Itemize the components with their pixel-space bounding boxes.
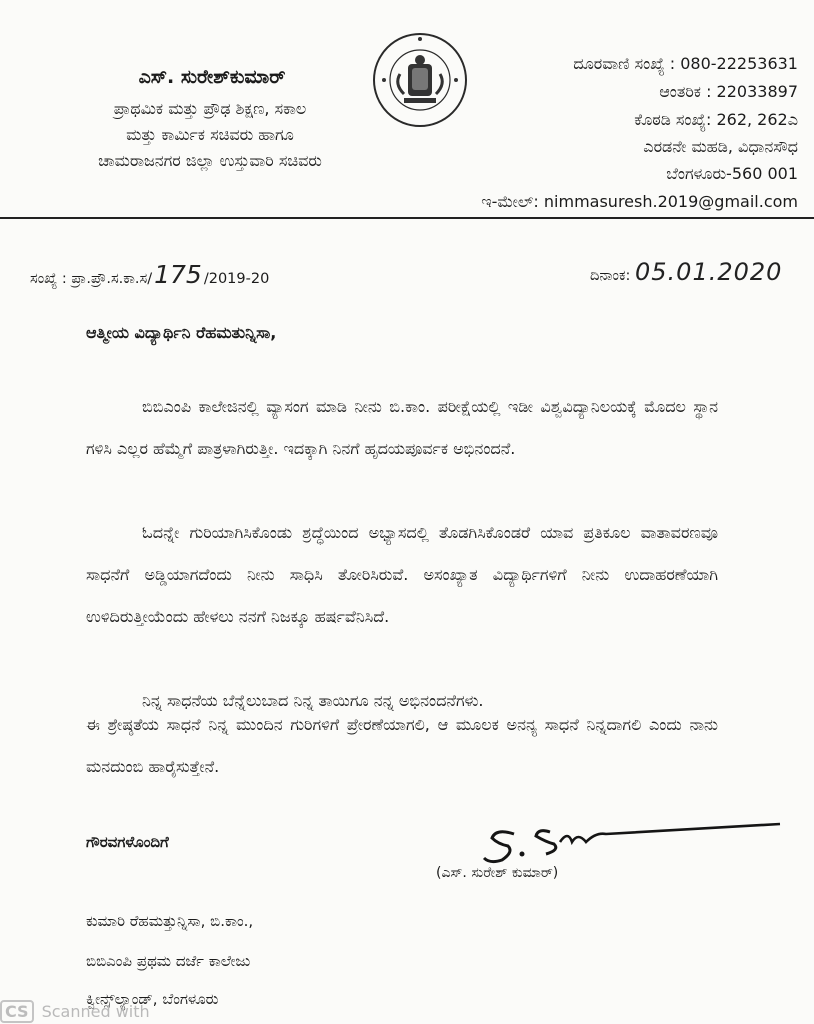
letter-paragraph-4: ಈ ಶ್ರೇಷ್ಠತೆಯ ಸಾಧನೆ ನಿನ್ನ ಮುಂದಿನ ಗುರಿಗಳಿಗೆ ಪ್ರೇರಣೆಯಾಗಲಿ, ಆ ಮೂಲಕ ಅನನ್ಯ ಸಾಧನೆ ನಿನ್ನದಾಗಲಿ ಎಂದು ನಾನು ಮನದುಂಬಿ ಹಾರೈಸುತ್ತೇನೆ. [86,715,718,776]
recipient-line: ಕ್ವೀನ್ಸ್‌ಲ್ಯಾಂಡ್, ಬೆಂಗಳೂರು [86,990,219,1008]
recipient-line: ಬಿಬಿಎಂಪಿ ಪ್ರಥಮ ದರ್ಜೆ ಕಾಲೇಜು [86,952,251,970]
letter-paragraph-2: ಓದನ್ನೇ ಗುರಿಯಾಗಿಸಿಕೊಂಡು ಶ್ರದ್ಧೆಯಿಂದ ಅಭ್ಯಾಸದಲ್ಲಿ ತೊಡಗಿಸಿಕೊಂಡರೆ ಯಾವ ಪ್ರತಿಕೂಲ ವಾತಾವರಣವೂ ಸಾಧನೆಗೆ ಅಡ್ಡಿಯಾಗದೆಂದು ನೀನು ಸಾಧಿಸಿ ತೋರಿಸಿರುವೆ. ಅಸಂಖ್ಯಾತ ವಿದ್ಯಾರ್ಥಿಗಳಿಗೆ ನೀನು ಉದಾಹರಣೆಯಾಗಿ ಉಳಿದಿರುತ್ತೀಯೆಂದು ಹೇಳಲು ನನಗೆ ನಿಜಕ್ಕೂ ಹರ್ಷವೆನಿಸಿದೆ. [86,523,718,626]
reference-handwritten-number: 175 [154,260,202,289]
minister-title-line: ಮತ್ತು ಕಾರ್ಮಿಕ ಸಚಿವರು ಹಾಗೂ [126,125,294,144]
reference-prefix: ಸಂಖ್ಯೆ : ಪ್ರಾ.ಪ್ರೌ.ಸ.ಕಾ.ಸ/ [30,271,153,287]
contact-email: ಇ-ಮೇಲ್: nimmasuresh.2019@gmail.com [481,192,798,211]
contact-floor: ಎರಡನೇ ಮಹಡಿ, ವಿಧಾನಸೌಧ [643,137,798,156]
closing: ಗೌರವಗಳೊಂದಿಗೆ [86,833,169,851]
reference-number [30,260,269,289]
scanner-logo-icon: CS [0,1000,34,1023]
header-divider [0,217,814,219]
minister-title-line: ಚಾಮರಾಜನಗರ ಜಿಲ್ಲಾ ಉಸ್ತುವಾರಿ ಸಚಿವರು [98,151,322,170]
reference-year: /2019-20 [203,271,270,287]
letter-date [590,258,782,286]
contact-internal: ಆಂತರಿಕ : 22033897 [659,82,798,101]
scanner-watermark [0,1000,150,1023]
date-handwritten-value: 05.01.2020 [635,258,783,286]
letter-paragraph-3: ನಿನ್ನ ಸಾಧನೆಯ ಬೆನ್ನೆಲುಬಾದ ನಿನ್ನ ತಾಯಿಗೂ ನನ್ನ ಅಭಿನಂದನೆಗಳು. [142,691,484,710]
salutation: ಆತ್ಮೀಯ ವಿದ್ಯಾರ್ಥಿನಿ ರೆಹಮತುನ್ನಿಸಾ, [86,323,277,342]
minister-name: ಎಸ್. ಸುರೇಶ್‌ಕುಮಾರ್ [138,66,286,88]
minister-title-line: ಪ್ರಾಥಮಿಕ ಮತ್ತು ಪ್ರೌಢ ಶಿಕ್ಷಣ, ಸಕಾಲ [113,99,307,118]
letter-paragraph-1: ಬಿಬಿಎಂಪಿ ಕಾಲೇಜಿನಲ್ಲಿ ವ್ಯಾಸಂಗ ಮಾಡಿ ನೀನು ಬಿ.ಕಾಂ. ಪರೀಕ್ಷೆಯಲ್ಲಿ ಇಡೀ ವಿಶ್ವವಿದ್ಯಾನಿಲಯಕ್ಕೆ ಮೊದಲ ಸ್ಥಾನ ಗಳಿಸಿ ಎಲ್ಲರ ಹೆಮ್ಮೆಗೆ ಪಾತ್ರಳಾಗಿರುತ್ತೀ. ಇದಕ್ಕಾಗಿ ನಿನಗೆ ಹೃದಯಪೂರ್ವಕ ಅಭಿನಂದನೆ. [86,397,718,458]
scanner-watermark-text: Scanned with [41,1002,150,1021]
government-emblem-seal [370,30,470,130]
handwritten-signature [470,812,790,872]
contact-city: ಬೆಂಗಳೂರು-560 001 [666,164,798,183]
contact-room: ಕೊಠಡಿ ಸಂಖ್ಯೆ: 262, 262ಎ [634,110,798,129]
recipient-line: ಕುಮಾರಿ ರೆಹಮತ್ತುನ್ನಿಸಾ, ಬಿ.ಕಾಂ., [86,912,254,930]
signer-name: (ಎಸ್. ಸುರೇಶ್ ಕುಮಾರ್) [436,865,559,881]
date-label: ದಿನಾಂಕ: [590,268,631,284]
contact-phone: ದೂರವಾಣಿ ಸಂಖ್ಯೆ : 080-22253631 [573,54,798,73]
